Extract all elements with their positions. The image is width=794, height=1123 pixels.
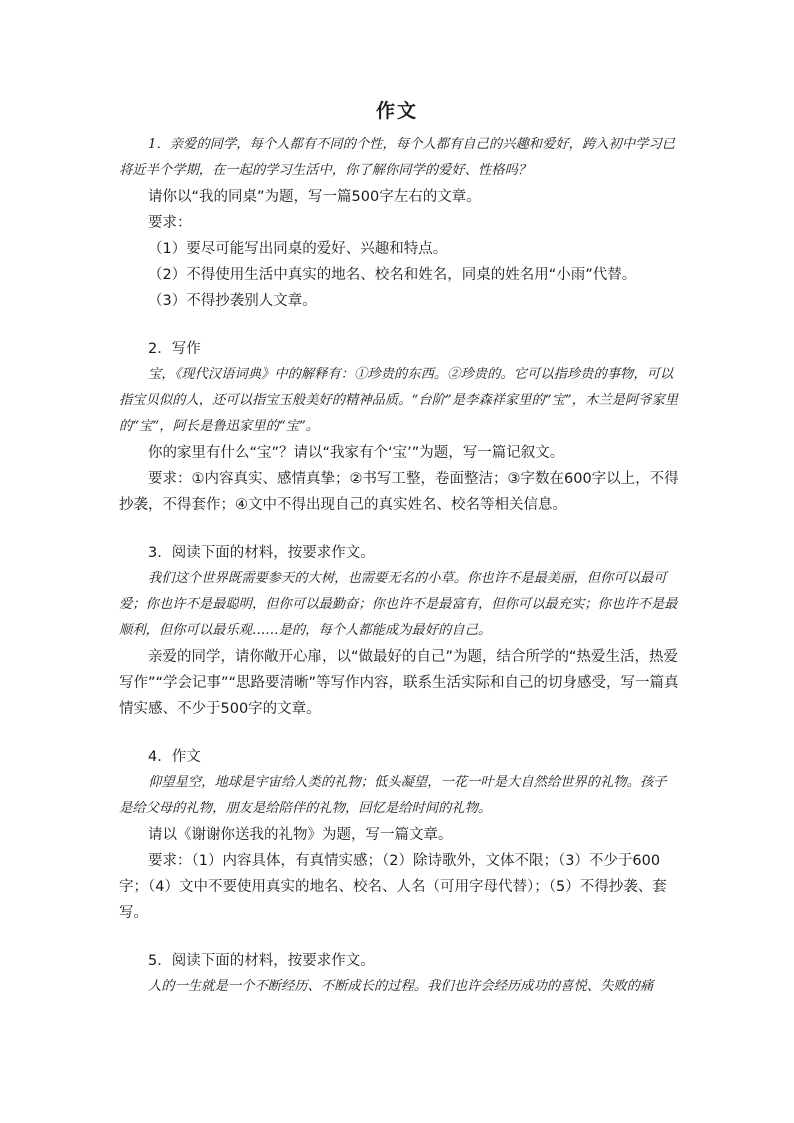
q4-material: 仰望星空，地球是宇宙给人类的礼物；低头凝望，一花一叶是大自然给世界的礼物。孩子是给父母的礼物，朋友是给陪伴的礼物，回忆是给时间的礼物。 — [119, 775, 667, 816]
q5-heading: 5．阅读下面的材料，按要求作文。 — [148, 953, 375, 969]
q4-heading: 4．作文 — [148, 749, 201, 765]
q4-requirements: 要求：（1）内容具体，有真情实感；（2）除诗歌外，文体不限；（3）不少于600字；（4）文中不要使用真实的地名、校名、人名（可用字母代替）；（5）不得抄袭、套写。 — [119, 853, 667, 921]
q1-requirement-3: （3）不得抄袭别人文章。 — [148, 293, 317, 309]
q1-heading: 1．亲爱的同学，每个人都有不同的个性，每个人都有自己的兴趣和爱好，跨入初中学习已将近半个学期，在一起的学习生活中，你了解你同学的爱好、性格吗？ — [119, 137, 676, 178]
q3-heading: 3．阅读下面的材料，按要求作文。 — [148, 545, 375, 561]
q3-prompt: 亲爱的同学，请你敞开心扉，以“做最好的自己”为题，结合所学的“热爱生活，热爱写作”“学会记事”“思路要清晰”等写作内容，联系生活实际和自己的切身感受，写一篇真情实感、不少于500字的文章。 — [119, 649, 679, 717]
q4-prompt: 请以《谢谢你送我的礼物》为题，写一篇文章。 — [148, 827, 453, 843]
q1-requirements-label: 要求： — [148, 215, 192, 231]
q1-requirement-2: （2）不得使用生活中真实的地名、校名和姓名，同桌的姓名用“小雨”代替。 — [148, 267, 637, 283]
page-title: 作文 — [375, 100, 418, 122]
q2-requirements: 要求：①内容真实、感情真挚；②书写工整，卷面整洁；③字数在600字以上，不得抄袭，不得套作；④文中不得出现自己的真实姓名、校名等相关信息。 — [119, 471, 679, 513]
q2-heading: 2．写作 — [148, 341, 201, 357]
q5-material: 人的一生就是一个不断经历、不断成长的过程。我们也许会经历成功的喜悦、失败的痛 — [148, 979, 654, 994]
q2-prompt: 你的家里有什么“宝”？请以“我家有个‘宝’”为题，写一篇记叙文。 — [148, 445, 565, 461]
q1-prompt: 请你以“我的同桌”为题，写一篇500字左右的文章。 — [148, 189, 481, 205]
document-body — [119, 132, 679, 1000]
q2-material: 宝，《现代汉语词典》中的解释有：①珍贵的东西。②珍贵的。它可以指珍贵的事物，可以指宝贝似的人，还可以指宝玉般美好的精神品质。“台阶”是李森祥家里的“宝”，木兰是阿爷家里的“宝”，阿长是鲁迅家里的“宝”。 — [119, 367, 679, 434]
q1-requirement-1: （1）要尽可能写出同桌的爱好、兴趣和特点。 — [148, 241, 448, 257]
q3-material: 我们这个世界既需要参天的大树，也需要无名的小草。你也许不是最美丽，但你可以最可爱；你也许不是最聪明，但你可以最勤奋；你也许不是最富有，但你可以最充实；你也许不是最顺利，但你可以最乐观……是的，每个人都能成为最好的自己。 — [119, 571, 678, 638]
